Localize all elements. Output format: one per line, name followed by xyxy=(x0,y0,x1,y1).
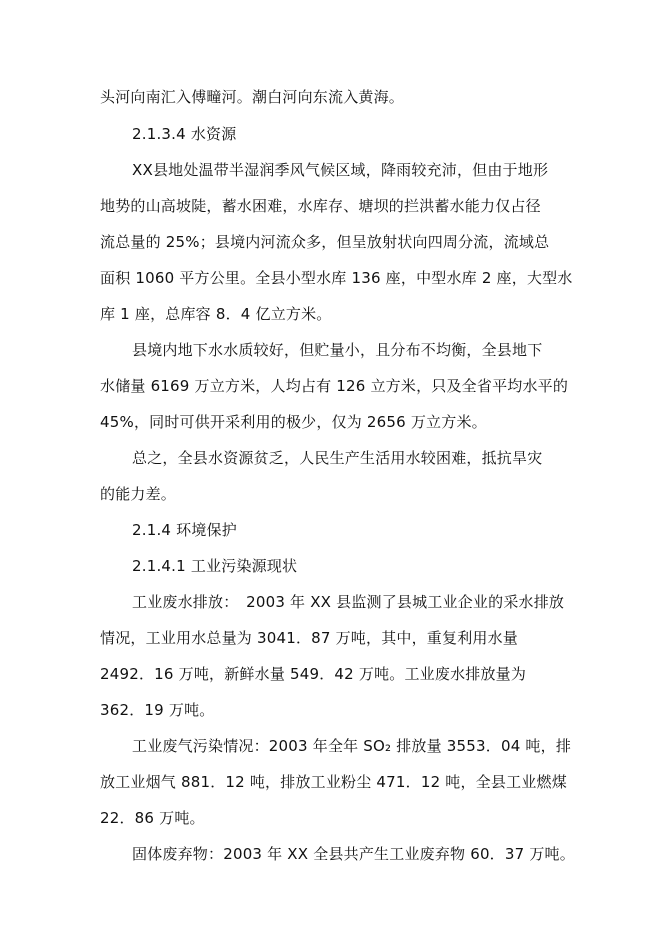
paragraph-line: 22．86 万吨。 xyxy=(100,809,205,827)
paragraph-line: 45%，同时可供开采利用的极少，仅为 2656 万立方米。 xyxy=(100,413,487,431)
paragraph-line: 水储量 6169 万立方米，人均占有 126 立方米，只及全省平均水平的 xyxy=(100,377,569,395)
paragraph-line: 头河向南汇入傅疃河。潮白河向东流入黄海。 xyxy=(100,88,405,106)
paragraph-line: 工业废气污染情况：2003 年全年 SO₂ 排放量 3553．04 吨，排 xyxy=(132,737,572,755)
paragraph-line: 流总量的 25%；县境内河流众多，但呈放射状向四周分流，流域总 xyxy=(100,233,550,251)
paragraph-line: 库 1 座，总库容 8．4 亿立方米。 xyxy=(100,305,332,323)
paragraph-line: 362．19 万吨。 xyxy=(100,701,215,719)
paragraph-line: 工业废水排放： 2003 年 XX 县监测了县城工业企业的采水排放 xyxy=(132,593,565,611)
paragraph-line: 2492．16 万吨，新鲜水量 549．42 万吨。工业废水排放量为 xyxy=(100,665,527,683)
paragraph-line: 县境内地下水水质较好，但贮量小，且分布不均衡，全县地下 xyxy=(132,341,543,359)
section-heading: 2.1.3.4 水资源 xyxy=(132,125,237,143)
section-heading: 2.1.4 环境保护 xyxy=(132,521,237,539)
paragraph-line: 面积 1060 平方公里。全县小型水库 136 座，中型水库 2 座，大型水 xyxy=(100,269,573,287)
paragraph-line: XX县地处温带半湿润季风气候区域，降雨较充沛，但由于地形 xyxy=(132,161,549,179)
paragraph-line: 固体废弃物：2003 年 XX 全县共产生工业废弃物 60．37 万吨。 xyxy=(132,845,575,863)
paragraph-line: 地势的山高坡陡，蓄水困难，水库存、塘坝的拦洪蓄水能力仅占径 xyxy=(100,197,541,215)
paragraph-line: 放工业烟气 881．12 吨，排放工业粉尘 471．12 吨，全县工业燃煤 xyxy=(100,773,567,791)
paragraph-line: 总之，全县水资源贫乏，人民生产生活用水较困难，抵抗旱灾 xyxy=(132,449,543,467)
paragraph-line: 情况，工业用水总量为 3041．87 万吨，其中，重复利用水量 xyxy=(100,629,518,647)
paragraph-line: 的能力差。 xyxy=(100,485,177,503)
section-heading: 2.1.4.1 工业污染源现状 xyxy=(132,557,298,575)
